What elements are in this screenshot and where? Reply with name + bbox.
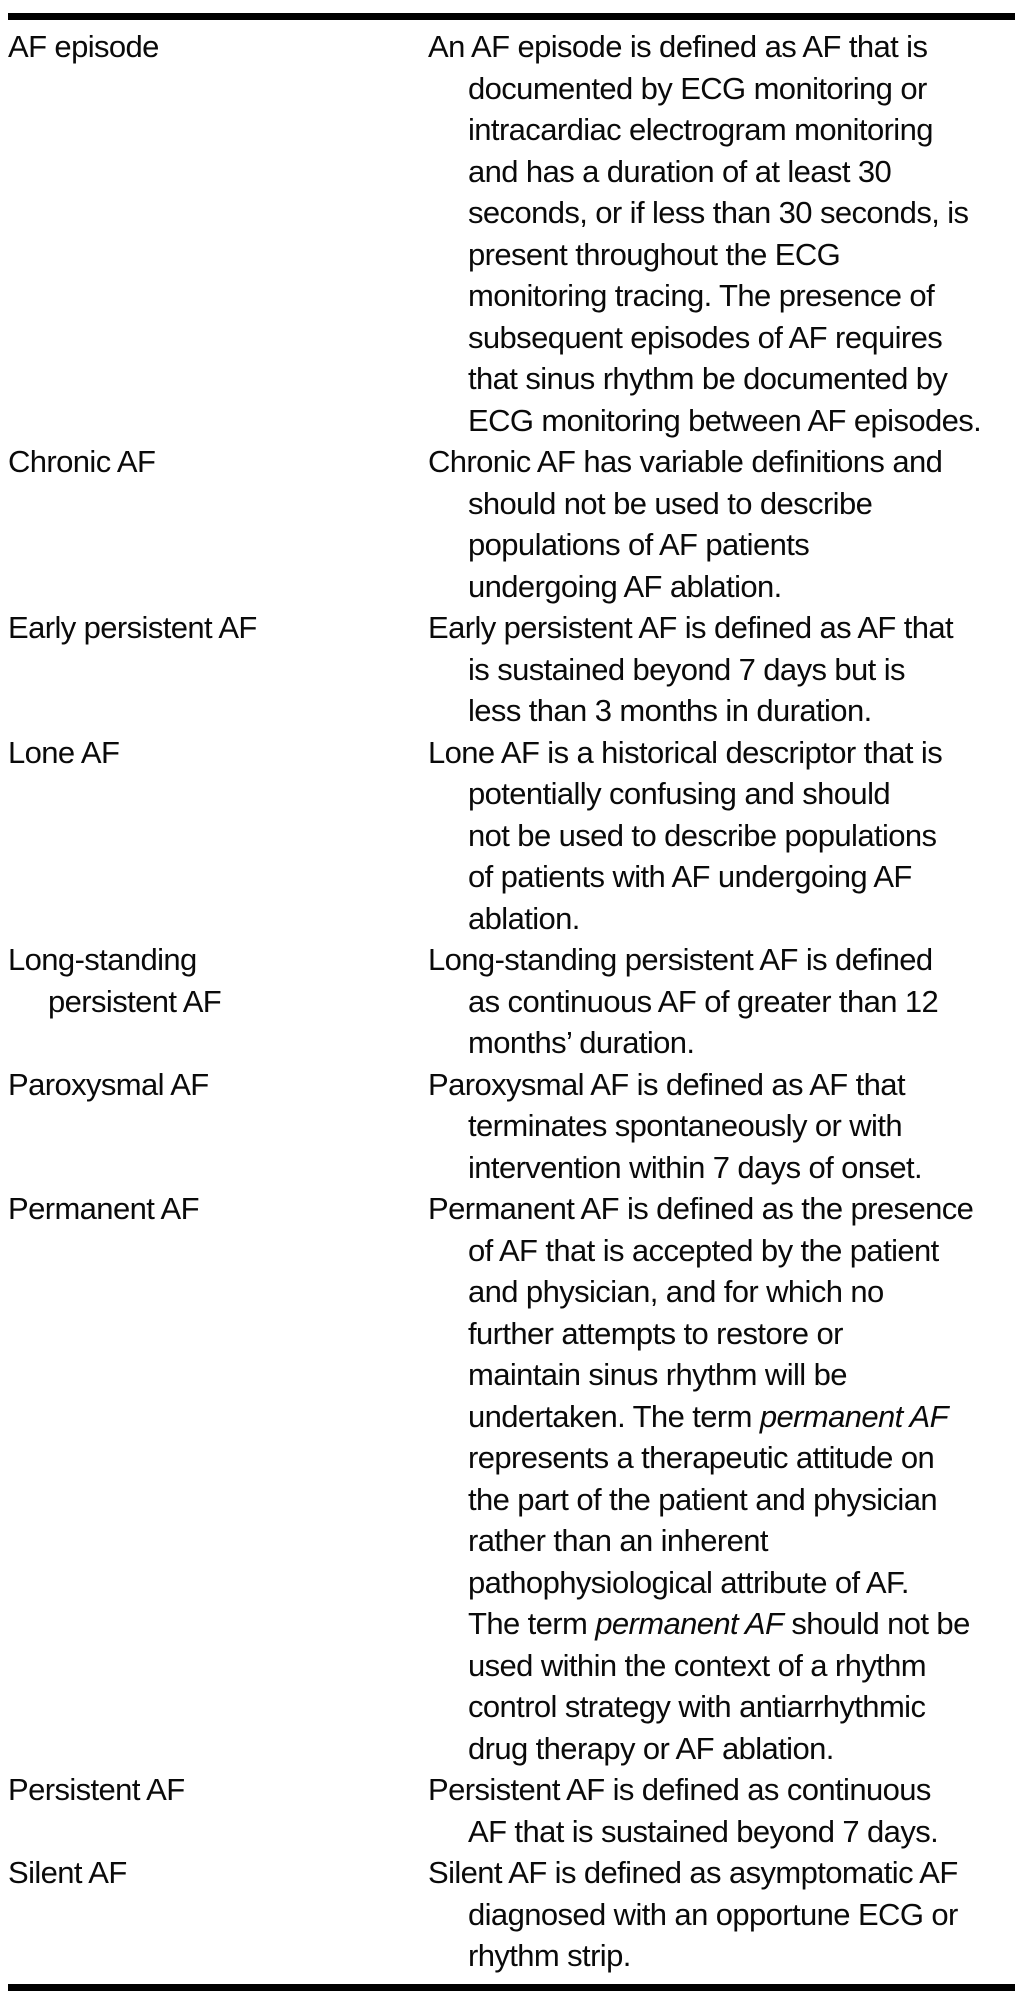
definition-cell: Persistent AF is defined as continuous AF that is sustained beyond 7 days. [428,1772,939,1849]
term-cell: Permanent AF [8,1191,199,1226]
term-cell: AF episode [8,29,159,64]
definition-cell: An AF episode is defined as AF that is documented by ECG monitoring or intracardiac electrogram monitoring and has a duration of at least 30 seconds, or if less than 30 seconds, is present throughout the ECG monitoring tracing. The presence of subsequent episodes of AF requires that sinus rhythm be documented by ECG monitoring between AF episodes. [428,29,982,438]
term-cell: Long-standing persistent AF [8,942,222,1019]
definition-cell: Long-standing persistent AF is defined as continuous AF of greater than 12 months’ duration. [428,942,939,1060]
term-cell: Chronic AF [8,444,156,479]
table-row [8,26,1017,441]
term-cell: Silent AF [8,1855,127,1890]
table-row [8,1064,1017,1189]
table-row [8,1769,1017,1852]
definition-cell: Chronic AF has variable definitions and should not be used to describe populations of AF patients undergoing AF ablation. [428,444,943,604]
definition-table-body [8,26,1017,1977]
table-row [8,939,1017,1064]
table-row [8,441,1017,607]
table-row [8,1188,1017,1769]
table-bottom-rule [8,1984,1015,1991]
term-cell: Early persistent AF [8,610,257,645]
term-cell: Persistent AF [8,1772,185,1807]
table-row [8,732,1017,940]
table-row [8,1852,1017,1977]
definition-cell: Lone AF is a historical descriptor that is potentially confusing and should not be used to describe populations of patients with AF undergoing AF ablation. [428,734,943,936]
definition-cell: Permanent AF is defined as the presence of AF that is accepted by the patient and physician, and for which no further attempts to restore or maintain sinus rhythm will be undertaken. The term permanent AF represents a therapeutic attitude on the part of the patient and physician rather than an inherent pathophysiological attribute of AF. The term permanent AF should not be used within the context of a rhythm control strategy with antiarrhythmic drug therapy or AF ablation. [428,1191,974,1766]
table-row [8,607,1017,732]
definition-cell: Paroxysmal AF is defined as AF that terminates spontaneously or with intervention within 7 days of onset. [428,1066,923,1185]
table-top-rule [8,13,1015,20]
term-cell: Lone AF [8,734,120,770]
definition-cell: Early persistent AF is defined as AF that is sustained beyond 7 days but is less than 3 months in duration. [428,610,954,728]
term-cell: Paroxysmal AF [8,1066,209,1102]
definition-cell: Silent AF is defined as asymptomatic AF diagnosed with an opportune ECG or rhythm strip. [428,1855,958,1973]
